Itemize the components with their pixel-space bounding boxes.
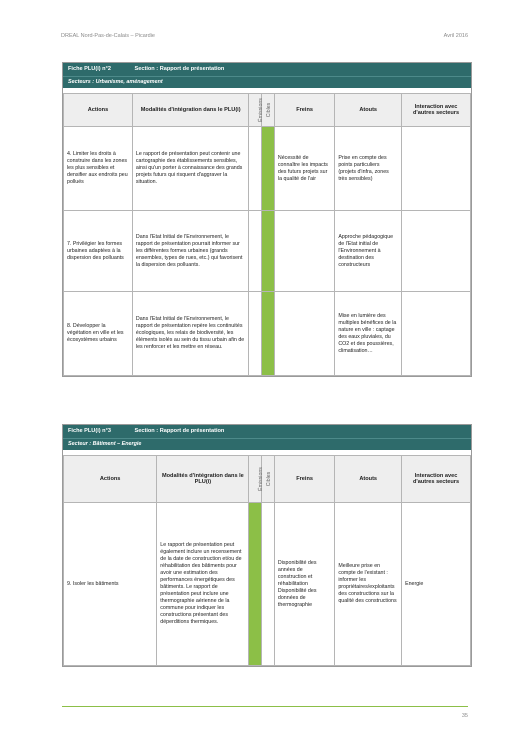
fiche-title: Fiche PLU(i) n°2 bbox=[68, 66, 111, 72]
cell-modalites: Dans l'Etat Initial de l'Environnement, le rapport de présentation repère les continuités écologiques, les relais de biodiversité, les éléments isolés au sein du tissu urbain afin de les renforcer et les mettre en réseau. bbox=[132, 292, 249, 376]
col-emissions: Émissions bbox=[249, 456, 262, 503]
col-interaction: Interaction avec d'autres secteurs bbox=[402, 456, 471, 503]
fiche-section: Section : Rapport de présentation bbox=[134, 428, 225, 434]
cell-interaction bbox=[402, 127, 471, 211]
running-header-left: DREAL Nord-Pas-de-Calais – Picardie bbox=[61, 33, 155, 39]
cell-modalites: Dans l'Etat Initial de l'Environnement, le rapport de présentation pourrait informer sur les différentes formes urbaines (grands ensembles, types de rues, etc.) qui favorisent la dispersion des polluants. bbox=[132, 211, 249, 292]
table-row bbox=[64, 211, 471, 292]
page-number: 35 bbox=[461, 713, 468, 719]
col-modalites: Modalités d'intégration dans le PLU(i) bbox=[132, 94, 249, 127]
table-row bbox=[64, 292, 471, 376]
col-modalites: Modalités d'intégration dans le PLU(i) bbox=[157, 456, 249, 503]
table-row bbox=[64, 127, 471, 211]
col-actions: Actions bbox=[64, 94, 133, 127]
table-row bbox=[64, 503, 471, 666]
table-header-row bbox=[64, 94, 471, 127]
fiche-subtitle: Secteur : Bâtiment – Energie bbox=[63, 438, 471, 450]
cell-atouts: Meilleure prise en compte de l'existant : informer les propriétaires/exploitants des constructions sur la qualité des constructions bbox=[335, 503, 402, 666]
cell-modalites: Le rapport de présentation peut également inclure un recensement de la date de construction et/ou de réhabilitation des bâtiments pour avoir une estimation des performances énergétiques des bâtiments. Le rapport de présentation peut inclure une thermographie aérienne de la commune pour indiquer les constructions présentant des déperditions thermiques. bbox=[157, 503, 249, 666]
cell-freins bbox=[274, 292, 334, 376]
cell-atouts: Prise en compte des points particuliers (projets d'infra, zones très sensibles) bbox=[335, 127, 402, 211]
fiche-table bbox=[63, 455, 471, 666]
fiche-section: Section : Rapport de présentation bbox=[134, 66, 225, 72]
fiche-plu-3 bbox=[62, 424, 472, 667]
cell-cibles-marker bbox=[262, 211, 275, 292]
cell-interaction bbox=[402, 211, 471, 292]
cell-cibles-marker bbox=[262, 292, 275, 376]
fiche-title-bar bbox=[63, 63, 471, 76]
cell-emissions bbox=[249, 127, 262, 211]
cell-action: 9. Isoler les bâtiments bbox=[64, 503, 157, 666]
cell-interaction bbox=[402, 292, 471, 376]
col-actions: Actions bbox=[64, 456, 157, 503]
cell-interaction: Energie bbox=[402, 503, 471, 666]
col-freins: Freins bbox=[274, 456, 334, 503]
cell-action: 7. Privilégier les formes urbaines adaptées à la dispersion des polluants bbox=[64, 211, 133, 292]
cell-freins bbox=[274, 211, 334, 292]
col-interaction: Interaction avec d'autres secteurs bbox=[402, 94, 471, 127]
cell-action: 8. Développer la végétation en ville et les écosystèmes urbains bbox=[64, 292, 133, 376]
fiche-title: Fiche PLU(i) n°3 bbox=[68, 428, 111, 434]
table-header-row bbox=[64, 456, 471, 503]
col-cibles: Cibles bbox=[262, 94, 275, 127]
cell-modalites: Le rapport de présentation peut contenir une cartographie des établissements sensibles, ainsi qu'un porter à connaissance des grands projets futurs qui risquent d'aggraver la situation. bbox=[132, 127, 249, 211]
cell-emissions-marker bbox=[249, 503, 262, 666]
cell-atouts: Approche pédagogique de l'Etat initial de l'Environnement à destination des constructeurs bbox=[335, 211, 402, 292]
col-atouts: Atouts bbox=[335, 456, 402, 503]
cell-cibles-marker bbox=[262, 127, 275, 211]
col-atouts: Atouts bbox=[335, 94, 402, 127]
cell-emissions bbox=[249, 292, 262, 376]
fiche-plu-2 bbox=[62, 62, 472, 377]
running-header-date: Avril 2016 bbox=[443, 33, 468, 39]
cell-atouts: Mise en lumière des multiples bénéfices de la nature en ville : captage des eaux pluviales, du CO2 et des poussières, climatisation… bbox=[335, 292, 402, 376]
footer-rule bbox=[62, 706, 468, 707]
fiche-table bbox=[63, 93, 471, 376]
cell-action: 4. Limiter les droits à construire dans les zones les plus sensibles et densifier aux endroits peu pollués bbox=[64, 127, 133, 211]
cell-freins: Disponibilité des années de construction et réhabilitation Disponibilité des données de thermographie bbox=[274, 503, 334, 666]
cell-freins: Nécessité de connaître les impacts des futurs projets sur la qualité de l'air bbox=[274, 127, 334, 211]
cell-cibles bbox=[262, 503, 275, 666]
fiche-title-bar bbox=[63, 425, 471, 438]
cell-emissions bbox=[249, 211, 262, 292]
col-cibles: Cibles bbox=[262, 456, 275, 503]
col-freins: Freins bbox=[274, 94, 334, 127]
fiche-subtitle: Secteurs : Urbanisme, aménagement bbox=[63, 76, 471, 88]
col-emissions: Émissions bbox=[249, 94, 262, 127]
